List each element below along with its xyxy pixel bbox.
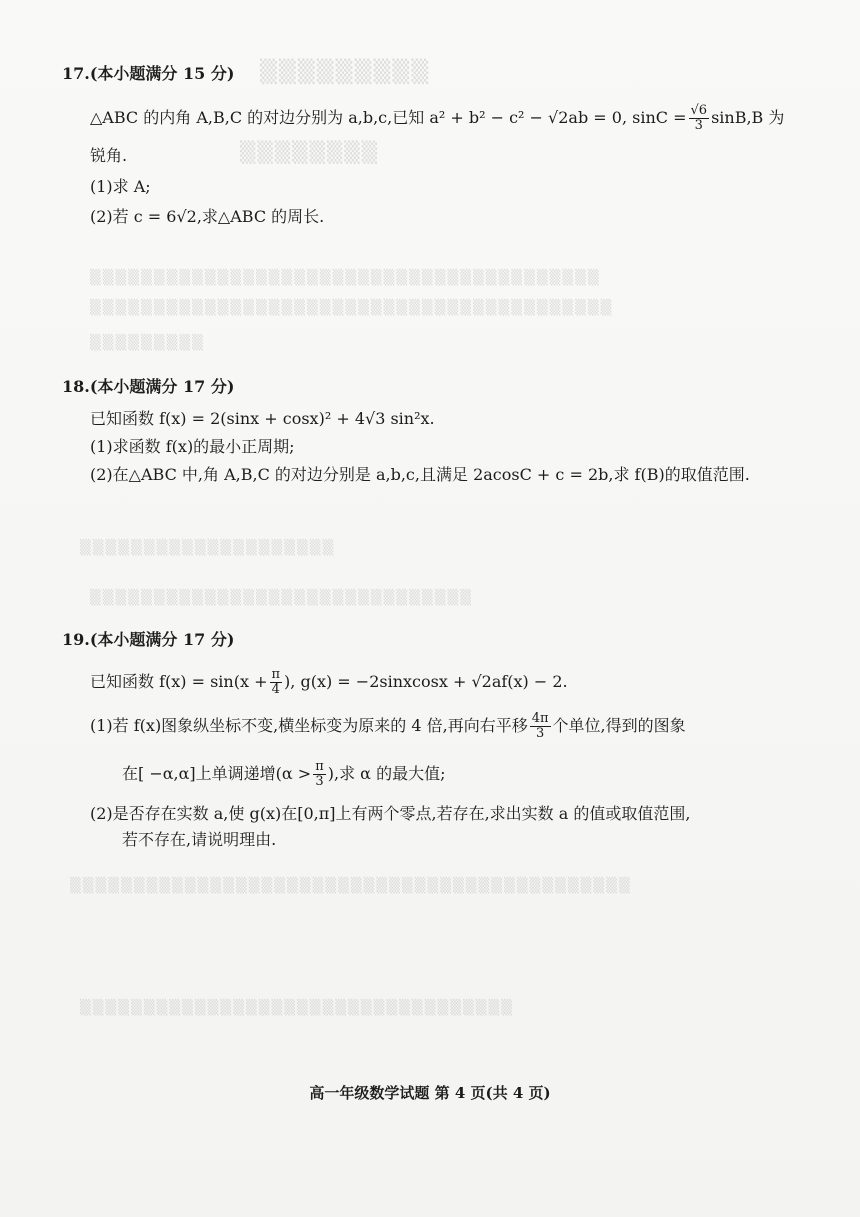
q19-stem [90,668,568,697]
q19-part1-a: (1)若 f(x)图象纵坐标不变,横坐标变为原来的 4 倍,再向右平移 [90,716,528,735]
q19-part1-line2 [122,760,445,789]
bleed-through-text: ▒▒▒▒▒▒▒▒▒ [260,60,431,85]
bleed-through-text: ▒▒▒▒▒▒▒▒▒▒▒▒▒▒▒▒▒▒▒▒▒▒▒▒▒▒▒▒▒▒▒▒▒▒▒▒▒▒▒▒ [90,270,601,286]
bleed-through-text: ▒▒▒▒▒▒▒▒ [240,140,380,164]
q19-stem-b: ), g(x) = −2sinxcosx + √2af(x) − 2. [284,672,568,691]
q17-part2: (2)若 c = 6√2,求△ABC 的周长. [90,207,325,226]
bleed-through-text: ▒▒▒▒▒▒▒▒▒▒▒▒▒▒▒▒▒▒▒▒ [80,540,336,556]
q18-part1: (1)求函数 f(x)的最小正周期; [90,437,295,456]
q19-stem-fraction-numerator: π [271,667,281,682]
q17-fraction-denominator: 3 [694,118,703,133]
q19-part2-line2: 若不存在,请说明理由. [122,830,277,849]
q18-stem: 已知函数 f(x) = 2(sinx + cosx)² + 4√3 sin²x. [90,409,435,428]
q19-part1-fraction2-numerator: π [315,759,324,774]
bleed-through-text: ▒▒▒▒▒▒▒▒▒▒▒▒▒▒▒▒▒▒▒▒▒▒▒▒▒▒▒▒▒▒▒▒▒▒ [80,1000,515,1016]
q19-stem-fraction [270,668,283,697]
q19-stem-fraction-denominator: 4 [271,682,280,697]
q19-part1-fraction2 [313,760,326,789]
q19-part1-b: 个单位,得到的图象 [552,716,686,735]
page-footer: 高一年级数学试题 第 4 页(共 4 页) [309,1084,551,1102]
q19-header: 19.(本小题满分 17 分) [62,630,235,649]
bleed-through-text: ▒▒▒▒▒▒▒▒▒ [90,335,205,351]
q19-part1-fraction [530,712,551,741]
bleed-through-text: ▒▒▒▒▒▒▒▒▒▒▒▒▒▒▒▒▒▒▒▒▒▒▒▒▒▒▒▒▒▒▒▒▒▒▒▒▒▒▒▒▒ [90,300,614,316]
q19-part1-c: 在[ −α,α]上单调递增(α > [122,764,312,783]
q17-fraction-numerator: √6 [690,103,708,118]
q19-part1-fraction-denominator: 3 [535,726,545,741]
bleed-through-text: ▒▒▒▒▒▒▒▒▒▒▒▒▒▒▒▒▒▒▒▒▒▒▒▒▒▒▒▒▒▒ [90,590,473,606]
q19-part1-fraction-numerator: 4π [531,711,549,726]
q17-stem-a: △ABC 的内角 A,B,C 的对边分别为 a,b,c,已知 a² + b² − c² − √2ab = 0, sinC = [90,108,687,127]
bleed-through-text: ▒▒▒▒▒▒▒▒▒▒▒▒▒▒▒▒▒▒▒▒▒▒▒▒▒▒▒▒▒▒▒▒▒▒▒▒▒▒▒▒▒▒▒▒ [70,878,632,894]
q19-part2-line1: (2)是否存在实数 a,使 g(x)在[0,π]上有两个零点,若存在,求出实数 a 的值或取值范围, [90,804,691,823]
q17-stem-line2: 锐角. [90,146,128,165]
q18-part2: (2)在△ABC 中,角 A,B,C 的对边分别是 a,b,c,且满足 2acosC + c = 2b,求 f(B)的取值范围. [90,465,750,484]
q17-part1: (1)求 A; [90,177,151,196]
q17-fraction [689,104,710,133]
q19-part1-d: ),求 α 的最大值; [327,764,446,783]
q19-part1-fraction2-denominator: 3 [315,774,324,789]
q17-header: 17.(本小题满分 15 分) [62,64,235,83]
q19-part1-line1 [90,712,686,741]
q17-stem-line1 [90,104,784,133]
q19-stem-a: 已知函数 f(x) = sin(x + [90,672,268,691]
q17-stem-b: sinB,B 为 [711,108,785,127]
q18-header: 18.(本小题满分 17 分) [62,377,235,396]
